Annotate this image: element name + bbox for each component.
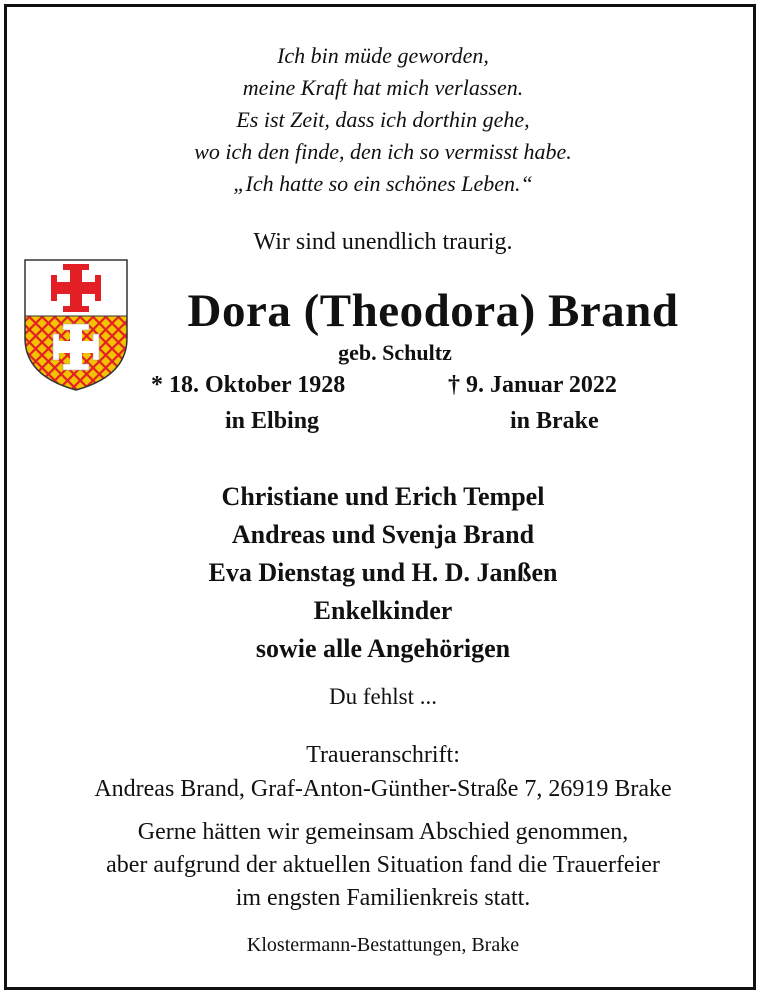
note-line: aber aufgrund der aktuellen Situation fand die Trauerfeier: [106, 852, 660, 878]
poem: [0, 40, 766, 200]
poem-line: Ich bin müde geworden,: [277, 43, 489, 68]
mourner: Andreas und Svenja Brand: [231, 520, 535, 549]
birth-date: * 18. Oktober 1928: [151, 372, 346, 398]
deceased-name: Dora (Theodora) Brand: [187, 285, 679, 337]
closing-text: Du fehlst ...: [329, 684, 437, 709]
poem-line: Es ist Zeit, dass ich dorthin gehe,: [236, 107, 530, 132]
mourner: sowie alle Angehörigen: [255, 634, 511, 663]
address-line: Andreas Brand, Graf-Anton-Günther-Straße 7, 26919 Brake: [94, 776, 672, 802]
birth-place: in Elbing: [225, 408, 320, 434]
poem-line: meine Kraft hat mich verlassen.: [242, 75, 524, 100]
note-line: Gerne hätten wir gemeinsam Abschied genommen,: [137, 819, 629, 845]
mourner: Enkelkinder: [313, 596, 453, 625]
death-date: † 9. Januar 2022: [448, 372, 617, 398]
intro-text: Wir sind unendlich traurig.: [253, 229, 513, 255]
mourner: Eva Dienstag und H. D. Janßen: [208, 558, 558, 587]
funeral-note: [0, 816, 766, 915]
poem-line: „Ich hatte so ein schönes Leben.“: [233, 171, 533, 196]
death-place: in Brake: [510, 408, 599, 434]
poem-line: wo ich den finde, den ich so vermisst habe.: [194, 139, 572, 164]
note-line: im engsten Familienkreis statt.: [235, 885, 531, 911]
mourner: Christiane und Erich Tempel: [221, 482, 545, 511]
funeral-home: Klostermann-Bestattungen, Brake: [246, 934, 520, 956]
mourners-list: [0, 478, 766, 668]
address-label: Traueranschrift:: [306, 742, 460, 768]
born-name: geb. Schultz: [338, 340, 452, 365]
mourning-address: [0, 738, 766, 806]
